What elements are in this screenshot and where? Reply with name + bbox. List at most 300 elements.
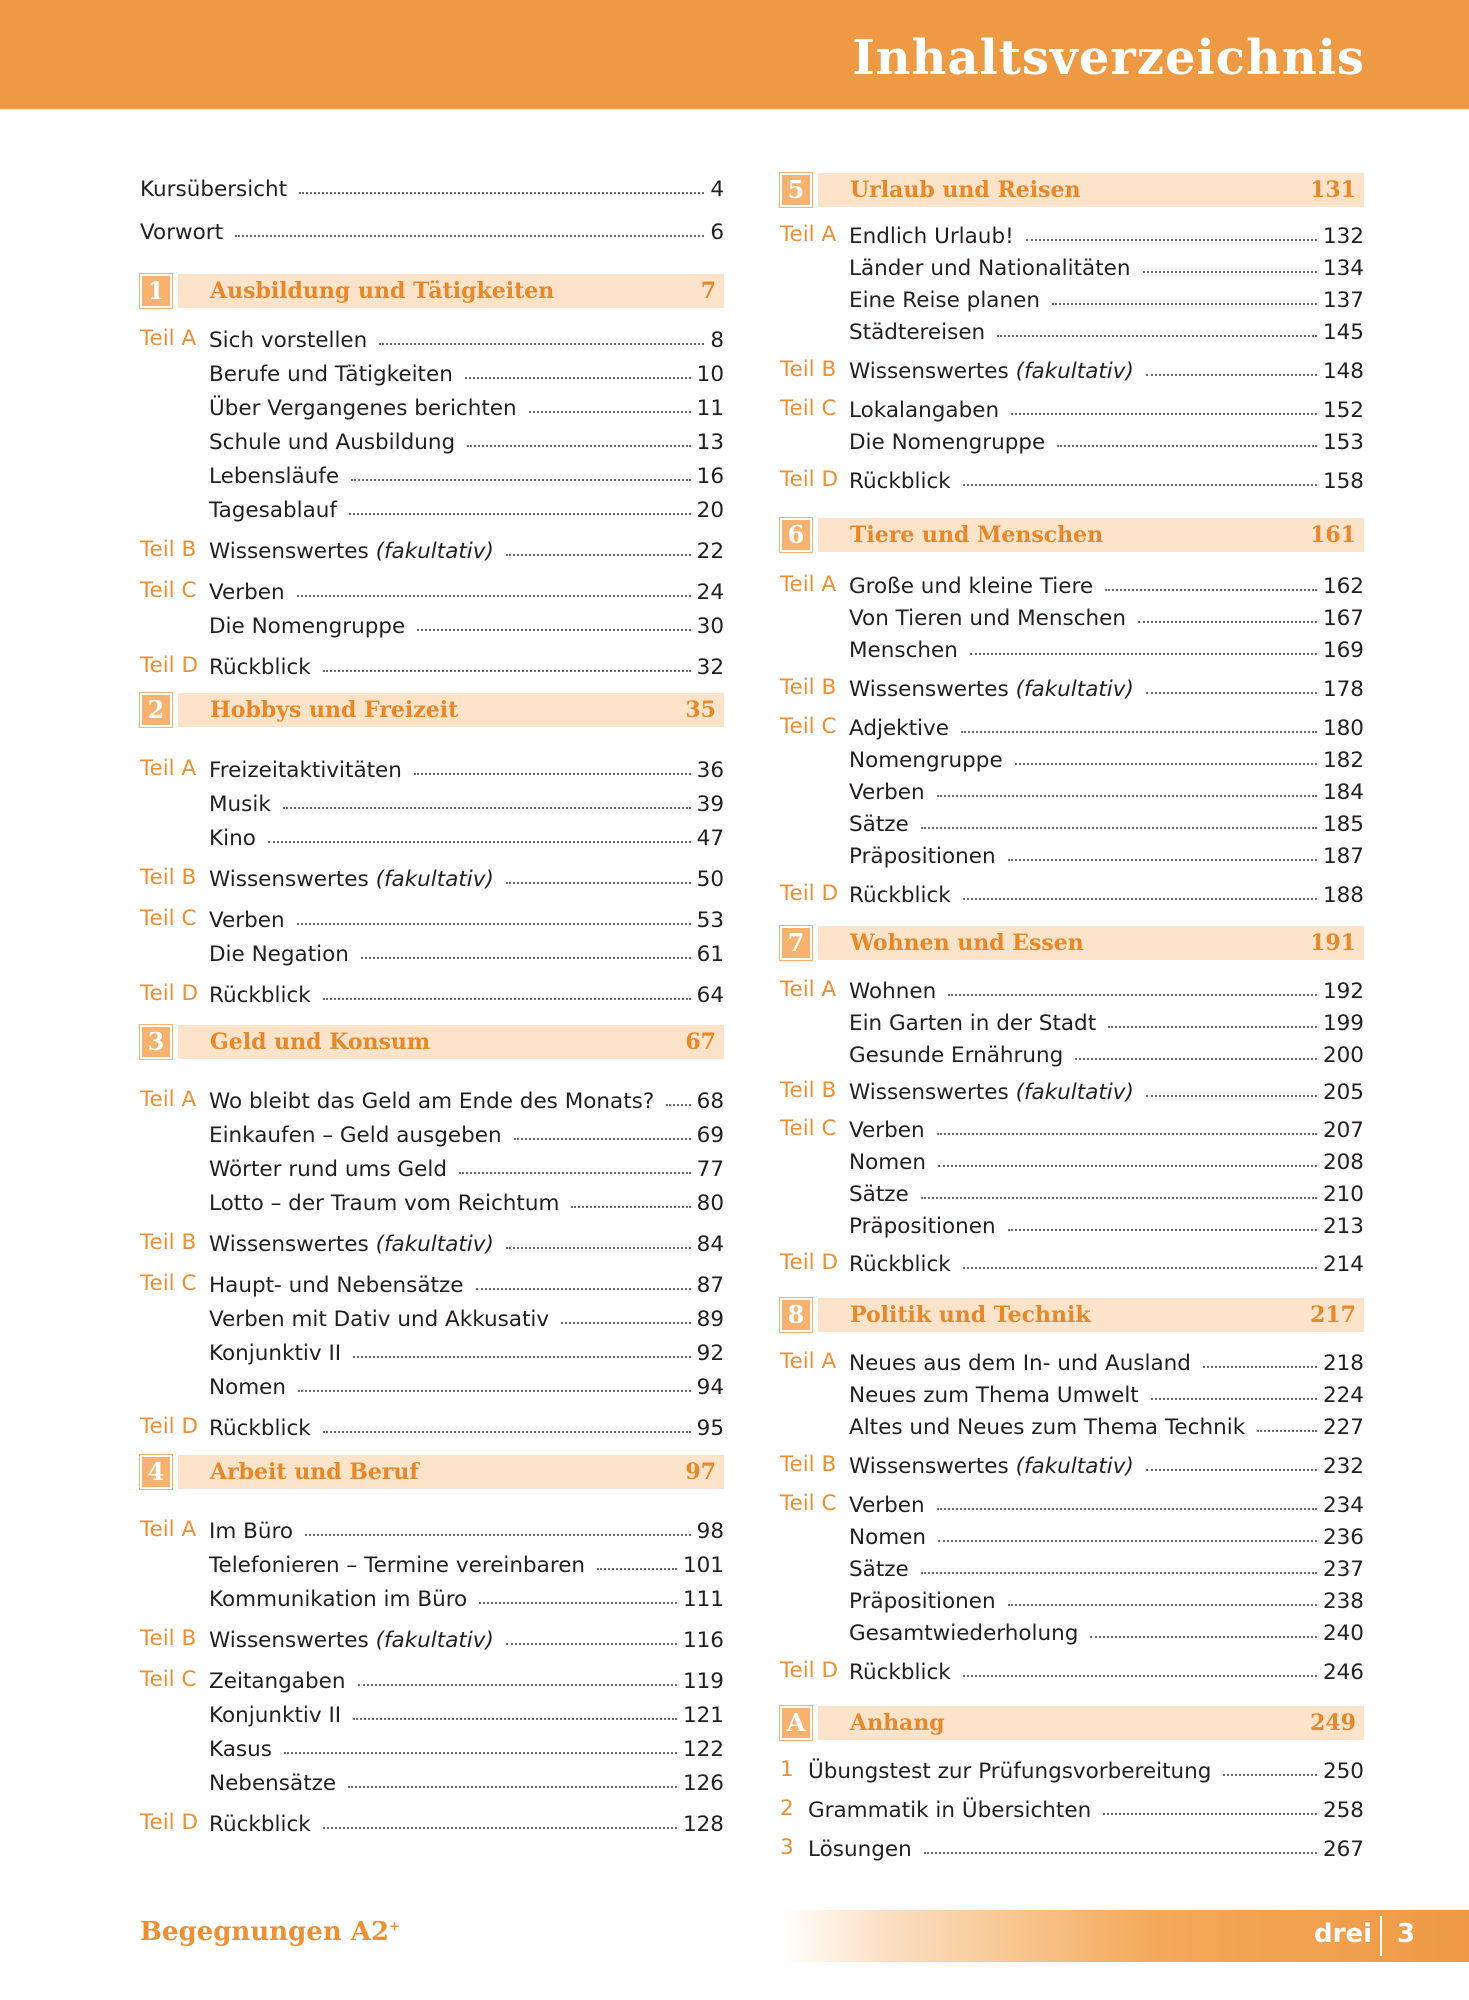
entry-title-text: Adjektive bbox=[849, 716, 949, 741]
dot-leader bbox=[1057, 423, 1317, 447]
chapter-heading[interactable] bbox=[780, 173, 1364, 207]
entry-page: 39 bbox=[696, 792, 724, 817]
toc-entry[interactable] bbox=[780, 1075, 1364, 1107]
toc-entry[interactable] bbox=[140, 1370, 724, 1402]
entry-title-text: Die Nomengruppe bbox=[209, 614, 406, 639]
entry-page: 238 bbox=[1322, 1589, 1364, 1614]
section-label: Teil C bbox=[780, 396, 837, 421]
toc-entry[interactable] bbox=[780, 1209, 1364, 1241]
entry-optional-note: (fakultativ) bbox=[375, 1232, 494, 1257]
chapter-number: A bbox=[780, 1706, 812, 1740]
toc-entry[interactable] bbox=[140, 459, 724, 491]
entry-title-text: Berufe und Tätigkeiten bbox=[209, 362, 453, 387]
chapter-page: 249 bbox=[1310, 1710, 1356, 1736]
dot-leader bbox=[1203, 1344, 1317, 1368]
toc-entry[interactable] bbox=[140, 1548, 724, 1580]
entry-title bbox=[849, 841, 996, 873]
chapter-number: 1 bbox=[140, 274, 172, 308]
entry-title bbox=[209, 1768, 336, 1800]
entry-page: 22 bbox=[696, 539, 724, 564]
entry-title bbox=[849, 1249, 951, 1281]
toc-entry[interactable] bbox=[140, 391, 724, 423]
toc-entry[interactable] bbox=[780, 1584, 1364, 1616]
entry-title bbox=[849, 1412, 1245, 1444]
chapter-bar bbox=[818, 1298, 1364, 1332]
toc-entry[interactable] bbox=[780, 743, 1364, 775]
toc-entry[interactable] bbox=[140, 862, 724, 894]
entry-page: 210 bbox=[1322, 1182, 1364, 1207]
entry-page: 152 bbox=[1322, 398, 1364, 423]
entry-title-text: Präpositionen bbox=[849, 1589, 996, 1614]
toc-entry[interactable] bbox=[140, 1227, 724, 1259]
dot-leader bbox=[506, 532, 691, 556]
toc-entry[interactable] bbox=[780, 878, 1364, 910]
entry-title bbox=[849, 1618, 1078, 1650]
dot-leader bbox=[349, 491, 691, 515]
entry-title-text: Menschen bbox=[849, 638, 958, 663]
toc-entry[interactable] bbox=[780, 315, 1364, 347]
toc-entry[interactable] bbox=[140, 609, 724, 641]
dot-leader bbox=[235, 213, 704, 237]
dot-leader bbox=[268, 819, 691, 843]
dot-leader bbox=[1146, 1447, 1317, 1471]
chapter-number: 6 bbox=[780, 518, 812, 552]
toc-entry[interactable] bbox=[140, 1302, 724, 1334]
chapter-heading[interactable] bbox=[780, 1298, 1364, 1332]
entry-title-text: Tagesablauf bbox=[209, 498, 337, 523]
toc-entry[interactable] bbox=[140, 172, 724, 204]
entry-page: 98 bbox=[696, 1519, 724, 1544]
chapter-page: 7 bbox=[700, 278, 716, 304]
dot-leader bbox=[1103, 1791, 1317, 1815]
toc-entry[interactable] bbox=[140, 978, 724, 1010]
entry-title bbox=[849, 809, 909, 841]
entry-page: 4 bbox=[710, 177, 724, 202]
entry-title bbox=[209, 1229, 494, 1261]
toc-entry[interactable] bbox=[140, 323, 724, 355]
dot-leader bbox=[921, 1175, 1317, 1199]
dot-leader bbox=[1146, 670, 1317, 694]
entry-title-text: Lotto – der Traum vom Reichtum bbox=[209, 1191, 560, 1216]
chapter-title: Anhang bbox=[850, 1710, 945, 1736]
dot-leader bbox=[297, 573, 691, 597]
section-label: Teil A bbox=[780, 1349, 837, 1374]
entry-title bbox=[808, 1795, 1091, 1827]
toc-entry[interactable] bbox=[780, 354, 1364, 386]
entry-page: 213 bbox=[1322, 1214, 1364, 1239]
entry-page: 134 bbox=[1322, 256, 1364, 281]
dot-leader bbox=[938, 1143, 1317, 1167]
toc-entry[interactable] bbox=[140, 937, 724, 969]
toc-entry[interactable] bbox=[140, 215, 724, 247]
section-label: Teil C bbox=[780, 714, 837, 739]
entry-title-text: Nebensätze bbox=[209, 1771, 337, 1796]
entry-page: 169 bbox=[1322, 638, 1364, 663]
entry-title bbox=[209, 1584, 467, 1616]
toc-entry[interactable] bbox=[140, 903, 724, 935]
toc-entry[interactable] bbox=[780, 1449, 1364, 1481]
entry-title bbox=[209, 359, 453, 391]
toc-entry[interactable] bbox=[780, 1410, 1364, 1442]
toc-entry[interactable] bbox=[780, 1832, 1364, 1864]
entry-title bbox=[209, 864, 494, 896]
entry-page: 145 bbox=[1322, 320, 1364, 345]
chapter-heading[interactable] bbox=[780, 1706, 1364, 1740]
toc-entry[interactable] bbox=[780, 1616, 1364, 1648]
entry-title-text: Große und kleine Tiere bbox=[849, 574, 1094, 599]
dot-leader bbox=[1105, 567, 1317, 591]
chapter-heading[interactable] bbox=[780, 926, 1364, 960]
dot-leader bbox=[948, 972, 1317, 996]
dot-leader bbox=[1151, 1376, 1317, 1400]
entry-page: 158 bbox=[1322, 469, 1364, 494]
entry-title-text: Verben bbox=[209, 908, 285, 933]
entry-title bbox=[209, 536, 494, 568]
entry-optional-note: (fakultativ) bbox=[1015, 1454, 1134, 1479]
section-label: Teil B bbox=[780, 1452, 837, 1477]
chapter-page: 217 bbox=[1310, 1302, 1356, 1328]
toc-entry[interactable] bbox=[780, 974, 1364, 1006]
entry-title-text: Ein Garten in der Stadt bbox=[849, 1011, 1097, 1036]
toc-entry[interactable] bbox=[780, 393, 1364, 425]
chapter-title: Hobbys und Freizeit bbox=[210, 697, 459, 723]
dot-leader bbox=[506, 1621, 677, 1645]
toc-entry[interactable] bbox=[780, 251, 1364, 283]
entry-page: 232 bbox=[1322, 1454, 1364, 1479]
footer-brand-sup: + bbox=[389, 1919, 400, 1935]
toc-entry[interactable] bbox=[140, 1084, 724, 1116]
toc-entry[interactable] bbox=[780, 601, 1364, 633]
section-label: Teil D bbox=[780, 1250, 839, 1275]
dot-leader bbox=[1146, 1073, 1317, 1097]
entry-page: 32 bbox=[696, 655, 724, 680]
toc-entry[interactable] bbox=[780, 283, 1364, 315]
entry-page: 121 bbox=[682, 1703, 724, 1728]
entry-title-text: Wörter rund ums Geld bbox=[209, 1157, 448, 1182]
toc-entry[interactable] bbox=[140, 1152, 724, 1184]
entry-title-text: Sätze bbox=[849, 1182, 909, 1207]
chapter-number: 4 bbox=[140, 1455, 172, 1489]
entry-page: 227 bbox=[1322, 1415, 1364, 1440]
entry-title bbox=[209, 1809, 311, 1841]
entry-title-text: Lokalangaben bbox=[849, 398, 1000, 423]
toc-entry[interactable] bbox=[140, 357, 724, 389]
entry-title bbox=[209, 823, 256, 855]
chapter-bar bbox=[178, 274, 724, 308]
entry-title-text: Vorwort bbox=[140, 220, 224, 245]
entry-page: 184 bbox=[1322, 780, 1364, 805]
entry-optional-note: (fakultativ) bbox=[375, 539, 494, 564]
entry-title bbox=[849, 635, 958, 667]
toc-entry[interactable] bbox=[140, 821, 724, 853]
entry-title bbox=[209, 393, 517, 425]
dot-leader bbox=[323, 1409, 691, 1433]
entry-page: 187 bbox=[1322, 844, 1364, 869]
entry-page: 36 bbox=[696, 758, 724, 783]
dot-leader bbox=[1008, 1207, 1317, 1231]
entry-optional-note: (fakultativ) bbox=[1015, 359, 1134, 384]
entry-title-text: Wissenswertes bbox=[849, 359, 1009, 384]
entry-title-text: Verben bbox=[849, 780, 925, 805]
entry-title-text: Freizeitaktivitäten bbox=[209, 758, 402, 783]
dot-leader bbox=[970, 631, 1317, 655]
entry-title-text: Sich vorstellen bbox=[209, 328, 368, 353]
entry-title-text: Zeitangaben bbox=[209, 1669, 346, 1694]
entry-title bbox=[209, 495, 337, 527]
toc-entry[interactable] bbox=[780, 1038, 1364, 1070]
toc-entry[interactable] bbox=[140, 1268, 724, 1300]
dot-leader bbox=[924, 1830, 1317, 1854]
toc-entry[interactable] bbox=[780, 807, 1364, 839]
entry-page: 50 bbox=[696, 867, 724, 892]
toc-entry[interactable] bbox=[140, 650, 724, 682]
dot-leader bbox=[298, 1368, 691, 1392]
toc-entry[interactable] bbox=[780, 1552, 1364, 1584]
chapter-bar bbox=[818, 926, 1364, 960]
entry-title bbox=[849, 1147, 926, 1179]
toc-entry[interactable] bbox=[780, 1520, 1364, 1552]
toc-entry[interactable] bbox=[780, 1177, 1364, 1209]
entry-page: 101 bbox=[682, 1553, 724, 1578]
entry-title-text: Städtereisen bbox=[849, 320, 986, 345]
entry-title-text: Eine Reise planen bbox=[849, 288, 1040, 313]
entry-title-text: Rückblick bbox=[209, 1812, 311, 1837]
toc-entry[interactable] bbox=[140, 1411, 724, 1443]
dot-leader bbox=[417, 607, 690, 631]
toc-entry[interactable] bbox=[780, 1113, 1364, 1145]
section-label: Teil B bbox=[140, 537, 197, 562]
entry-title bbox=[140, 217, 223, 249]
chapter-title: Arbeit und Beruf bbox=[210, 1459, 419, 1485]
dot-leader bbox=[379, 321, 704, 345]
entry-title bbox=[209, 1734, 272, 1766]
toc-entry[interactable] bbox=[780, 569, 1364, 601]
dot-leader bbox=[963, 1653, 1317, 1677]
entry-title bbox=[209, 1516, 293, 1548]
toc-entry[interactable] bbox=[780, 1793, 1364, 1825]
chapter-title: Urlaub und Reisen bbox=[850, 177, 1081, 203]
toc-entry[interactable] bbox=[140, 1186, 724, 1218]
dot-leader bbox=[938, 1518, 1317, 1542]
entry-title bbox=[209, 1372, 286, 1404]
chapter-bar bbox=[818, 518, 1364, 552]
section-label: Teil C bbox=[780, 1491, 837, 1516]
entry-title-text: Übungstest zur Prüfungsvorbereitung bbox=[808, 1759, 1212, 1784]
entry-title bbox=[849, 356, 1134, 388]
dot-leader bbox=[963, 462, 1317, 486]
entry-title-text: Die Negation bbox=[209, 942, 349, 967]
entry-title bbox=[209, 1270, 464, 1302]
entry-title-text: Kino bbox=[209, 826, 256, 851]
entry-page: 214 bbox=[1322, 1252, 1364, 1277]
toc-entry[interactable] bbox=[780, 633, 1364, 665]
footer-page-word: drei bbox=[1314, 1919, 1372, 1949]
dot-leader bbox=[937, 1486, 1317, 1510]
toc-entry[interactable] bbox=[780, 1145, 1364, 1177]
dot-leader bbox=[323, 1805, 677, 1829]
toc-entry[interactable] bbox=[780, 1247, 1364, 1279]
entry-title-text: Wohnen bbox=[849, 979, 937, 1004]
toc-entry[interactable] bbox=[140, 1807, 724, 1839]
entry-optional-note: (fakultativ) bbox=[375, 867, 494, 892]
section-label: Teil A bbox=[140, 1087, 197, 1112]
dot-leader bbox=[937, 1111, 1317, 1135]
entry-title-text: Lösungen bbox=[808, 1837, 912, 1862]
entry-page: 47 bbox=[696, 826, 724, 851]
entry-title bbox=[849, 1451, 1134, 1483]
dot-leader bbox=[921, 805, 1317, 829]
chapter-bar bbox=[818, 173, 1364, 207]
chapter-title: Tiere und Menschen bbox=[850, 522, 1104, 548]
toc-entry[interactable] bbox=[140, 1582, 724, 1614]
entry-page: 218 bbox=[1322, 1351, 1364, 1376]
chapter-bar bbox=[178, 1455, 724, 1489]
entry-title bbox=[209, 1666, 346, 1698]
entry-title bbox=[808, 1756, 1211, 1788]
toc-entry[interactable] bbox=[140, 787, 724, 819]
entry-page: 95 bbox=[696, 1416, 724, 1441]
entry-page: 258 bbox=[1322, 1798, 1364, 1823]
entry-title-text: Rückblick bbox=[849, 883, 951, 908]
toc-entry[interactable] bbox=[780, 1655, 1364, 1687]
toc-entry[interactable] bbox=[780, 672, 1364, 704]
entry-optional-note: (fakultativ) bbox=[375, 1628, 494, 1653]
entry-title bbox=[209, 1700, 341, 1732]
dot-leader bbox=[961, 709, 1317, 733]
chapter-heading[interactable] bbox=[140, 1025, 724, 1059]
entry-title bbox=[209, 1188, 559, 1220]
chapter-page: 131 bbox=[1310, 177, 1356, 203]
entry-title bbox=[849, 1211, 996, 1243]
toc-entry[interactable] bbox=[140, 1514, 724, 1546]
dot-leader bbox=[323, 976, 691, 1000]
entry-title bbox=[849, 466, 951, 498]
toc-entry[interactable] bbox=[140, 534, 724, 566]
toc-entry[interactable] bbox=[140, 753, 724, 785]
entry-title bbox=[849, 1077, 1134, 1109]
toc-entry[interactable] bbox=[780, 775, 1364, 807]
section-label: Teil D bbox=[140, 1810, 199, 1835]
entry-title bbox=[209, 980, 311, 1012]
entry-title-text: Nomen bbox=[209, 1375, 287, 1400]
entry-title bbox=[849, 1657, 951, 1689]
toc-entry[interactable] bbox=[140, 1732, 724, 1764]
toc-entry[interactable] bbox=[780, 839, 1364, 871]
dot-leader bbox=[358, 1662, 677, 1686]
toc-entry[interactable] bbox=[780, 1006, 1364, 1038]
entry-title-text: Präpositionen bbox=[849, 1214, 996, 1239]
entry-page: 61 bbox=[696, 942, 724, 967]
entry-title bbox=[849, 221, 1014, 253]
dot-leader bbox=[1026, 217, 1317, 241]
chapter-title: Wohnen und Essen bbox=[850, 930, 1084, 956]
toc-entry[interactable] bbox=[780, 1488, 1364, 1520]
toc-entry[interactable] bbox=[140, 1623, 724, 1655]
entry-title bbox=[849, 880, 951, 912]
dot-leader bbox=[963, 1245, 1317, 1269]
toc-entry[interactable] bbox=[140, 425, 724, 457]
toc-entry[interactable] bbox=[780, 1378, 1364, 1410]
entry-page: 30 bbox=[696, 614, 724, 639]
dot-leader bbox=[529, 389, 691, 413]
toc-entry[interactable] bbox=[140, 1698, 724, 1730]
chapter-title: Politik und Technik bbox=[850, 1302, 1091, 1328]
chapter-heading[interactable] bbox=[140, 274, 724, 308]
dot-leader bbox=[297, 901, 691, 925]
toc-entry[interactable] bbox=[140, 1664, 724, 1696]
entry-title-text: Über Vergangenes berichten bbox=[209, 396, 517, 421]
entry-page: 128 bbox=[682, 1812, 724, 1837]
entry-page: 6 bbox=[710, 220, 724, 245]
section-label: Teil A bbox=[140, 326, 197, 351]
dot-leader bbox=[963, 876, 1317, 900]
chapter-heading[interactable] bbox=[780, 518, 1364, 552]
chapter-heading[interactable] bbox=[140, 693, 724, 727]
dot-leader bbox=[921, 1550, 1317, 1574]
toc-entry[interactable] bbox=[140, 1336, 724, 1368]
entry-title-text: Nomen bbox=[849, 1150, 927, 1175]
entry-page: 92 bbox=[696, 1341, 724, 1366]
entry-page: 153 bbox=[1322, 430, 1364, 455]
chapter-page: 191 bbox=[1310, 930, 1356, 956]
entry-optional-note: (fakultativ) bbox=[1015, 677, 1134, 702]
entry-page: 20 bbox=[696, 498, 724, 523]
section-label: 3 bbox=[780, 1835, 794, 1860]
entry-page: 64 bbox=[696, 983, 724, 1008]
page-header bbox=[0, 0, 1469, 109]
chapter-page: 67 bbox=[685, 1029, 716, 1055]
toc-entry[interactable] bbox=[780, 425, 1364, 457]
entry-page: 16 bbox=[696, 464, 724, 489]
toc-entry[interactable] bbox=[780, 1346, 1364, 1378]
toc-entry[interactable] bbox=[780, 219, 1364, 251]
toc-entry[interactable] bbox=[140, 575, 724, 607]
toc-entry[interactable] bbox=[140, 1118, 724, 1150]
section-label: Teil B bbox=[140, 865, 197, 890]
section-label: Teil C bbox=[140, 1667, 197, 1692]
entry-page: 178 bbox=[1322, 677, 1364, 702]
toc-entry[interactable] bbox=[780, 711, 1364, 743]
entry-title bbox=[209, 611, 405, 643]
entry-page: 250 bbox=[1322, 1759, 1364, 1784]
entry-page: 80 bbox=[696, 1191, 724, 1216]
chapter-page: 97 bbox=[685, 1459, 716, 1485]
toc-entry[interactable] bbox=[780, 1754, 1364, 1786]
entry-title-text: Nomengruppe bbox=[849, 748, 1003, 773]
toc-entry[interactable] bbox=[140, 493, 724, 525]
footer-separator bbox=[1380, 1916, 1382, 1956]
entry-title-text: Wissenswertes bbox=[209, 1232, 369, 1257]
toc-entry[interactable] bbox=[140, 1766, 724, 1798]
dot-leader bbox=[506, 860, 691, 884]
dot-leader bbox=[465, 355, 691, 379]
section-label: Teil D bbox=[780, 881, 839, 906]
entry-title bbox=[849, 571, 1093, 603]
entry-page: 8 bbox=[710, 328, 724, 353]
entry-title-text: Kasus bbox=[209, 1737, 272, 1762]
entry-page: 111 bbox=[682, 1587, 724, 1612]
dot-leader bbox=[284, 1730, 677, 1754]
entry-title bbox=[209, 1120, 502, 1152]
dot-leader bbox=[467, 423, 690, 447]
entry-title bbox=[209, 1154, 447, 1186]
dot-leader bbox=[1223, 1752, 1317, 1776]
toc-entry[interactable] bbox=[780, 464, 1364, 496]
entry-title bbox=[209, 1304, 549, 1336]
dot-leader bbox=[1257, 1408, 1317, 1432]
chapter-heading[interactable] bbox=[140, 1455, 724, 1489]
entry-title bbox=[849, 674, 1134, 706]
